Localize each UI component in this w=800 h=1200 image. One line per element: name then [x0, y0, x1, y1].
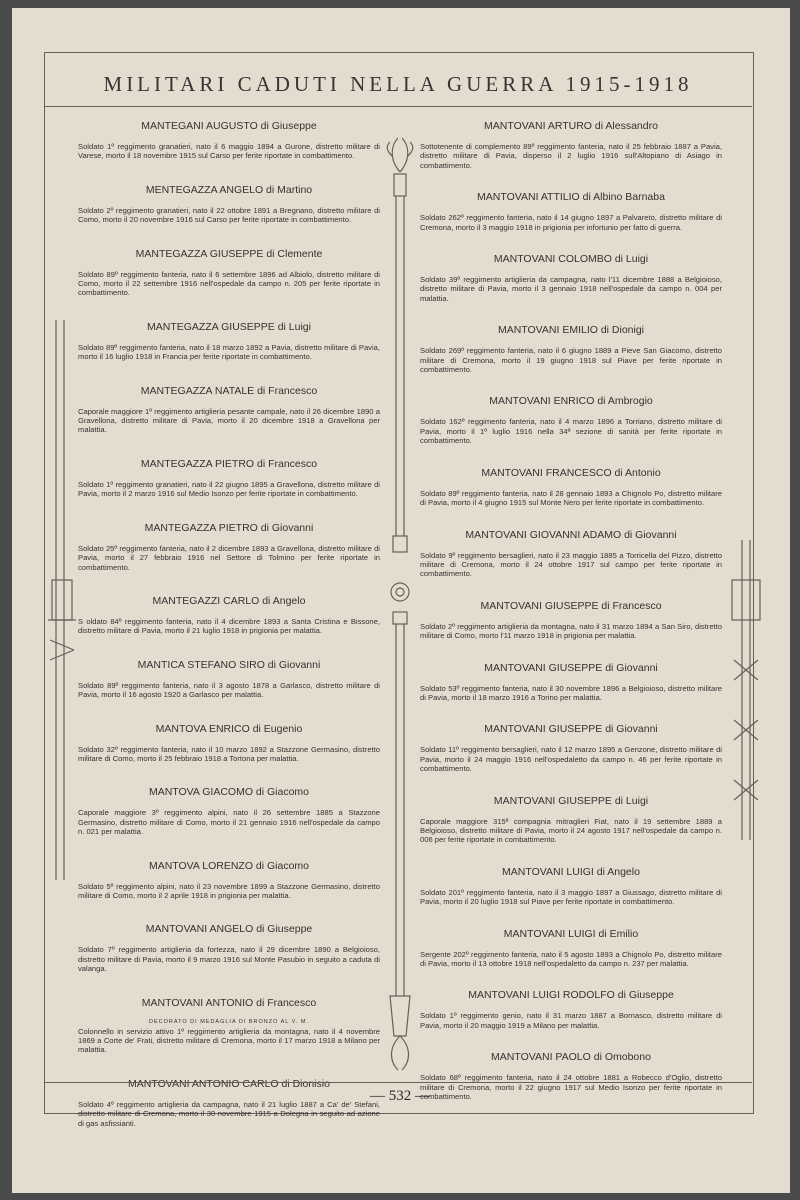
- record-entry: [78, 120, 380, 161]
- record-name: MANTOVANI ATTILIO di Albino Barnaba: [477, 191, 665, 204]
- record-name: MANTOVANI LUIGI di Angelo: [502, 865, 640, 878]
- record-description: Colonnello in servizio attivo 1º reggimento artiglieria da montagna, nato il 4 novembre 1869 a Corte de' Frati, distretto militare di Cremona, morto il 17 marzo 1918 a Milano per malattia.: [78, 1026, 380, 1055]
- record-entry: [78, 248, 380, 298]
- record-entry: [78, 184, 380, 225]
- record-description: Soldato 89º reggimento fanteria, nato il 6 settembre 1896 ad Albiolo, distretto militare di Como, morto il 22 settembre 1916 nell'ospedale da campo n. 205 per ferite riportate in combattimento.: [78, 269, 380, 298]
- record-entry: [420, 600, 722, 641]
- record-description: Soldato 7º reggimento artiglieria da fortezza, nato il 29 dicembre 1890 a Belgioioso, distretto militare di Pavia, morto il 9 marzo 1916 sul Monte Pasubio in seguito a caduta di valanga.: [78, 945, 380, 974]
- record-description: Soldato 68º reggimento fanteria, nato il 24 ottobre 1881 a Robecco d'Oglio, distretto militare di Cremona, morto il 22 giugno 1917 sul Medio Isonzo per ferite riportate in combattimento.: [420, 1073, 722, 1102]
- record-entry: [420, 795, 722, 845]
- record-name: MANTOVANI ENRICO di Ambrogio: [489, 395, 653, 408]
- record-description: Soldato 1º reggimento genio, nato il 31 marzo 1887 a Bornasco, distretto militare di Pavia, morto il 20 maggio 1919 a Milano per malattia.: [420, 1011, 722, 1030]
- record-entry: [420, 989, 722, 1030]
- record-entry: [420, 191, 722, 232]
- record-entry: [78, 786, 380, 836]
- record-description: Soldato 89º reggimento fanteria, nato il 18 marzo 1892 a Pavia, distretto militare di Pavia, morto il 16 luglio 1918 in Francia per ferite riportate in combattimento.: [78, 342, 380, 362]
- record-name: MANTOVANI GIOVANNI ADAMO di Giovanni: [465, 528, 677, 541]
- record-name: MENTEGAZZA ANGELO di Martino: [145, 183, 313, 196]
- record-description: Soldato 9º reggimento bersaglieri, nato il 23 maggio 1885 a Torricella del Pizzo, distretto militare di Cremona, morto il 24 ottobre 1917 sul campo per ferite riportate in combattimento.: [420, 550, 722, 579]
- record-name: MANTOVANI GIUSEPPE di Luigi: [493, 794, 649, 807]
- record-description: Soldato 1º reggimento granatieri, nato il 6 maggio 1894 a Gurone, distretto militare di Varese, morto il 18 novembre 1915 sul Carso per ferite riportate in combattimento.: [78, 142, 380, 161]
- record-description: Soldato 89º reggimento fanteria, nato il 3 agosto 1878 a Garlasco, distretto militare di Pavia, morto il 16 agosto 1920 a Garlasco per malattia.: [78, 680, 380, 700]
- record-name: MANTOVANI ANTONIO CARLO di Dionisio: [128, 1077, 330, 1090]
- record-description: Soldato 2º reggimento granatieri, nato il 22 ottobre 1891 a Bregnano, distretto militare di Como, morto il 20 novembre 1916 sul Carso per ferite riportate in combattimento.: [78, 205, 380, 225]
- left-column: [78, 120, 380, 1151]
- record-name: MANTEGAZZI CARLO di Angelo: [152, 594, 306, 607]
- record-name: MANTOVANI ANTONIO di Francesco: [141, 996, 317, 1009]
- record-name: MANTOVANI ARTURO di Alessandro: [484, 120, 658, 132]
- right-column: [420, 120, 722, 1122]
- record-entry: [78, 723, 380, 764]
- record-description: Soldato 2º reggimento artiglieria da montagna, nato il 31 marzo 1894 a San Siro, distretto militare di Como, morto l'11 marzo 1918 in prigionia per malattia.: [420, 621, 722, 641]
- record-description: Soldato 162º reggimento fanteria, nato il 4 marzo 1896 a Torriano, distretto militare di Pavia, morto il 1º luglio 1916 nella 34ª sezione di sanità per ferite riportate in combattimento.: [420, 417, 722, 446]
- record-decoration: DECORATO DI MEDAGLIA DI BRONZO AL V. M.: [148, 1018, 310, 1025]
- record-name: MANTOVANI LUIGI di Emilio: [503, 927, 639, 940]
- footer-rule: [44, 1082, 752, 1083]
- record-description: Caporale maggiore 315ª compagnia mitraglieri Fiat, nato il 19 settembre 1889 a Belgioioso, distretto militare di Pavia, morto il 24 agosto 1917 nell'ospedale da campo n. 006 per ferite riportate in combattimento.: [420, 816, 722, 845]
- record-description: Soldato 32º reggimento fanteria, nato il 10 marzo 1892 a Stazzone Germasino, distretto militare di Como, morto il 25 febbraio 1918 a Tortona per malattia.: [78, 744, 380, 763]
- record-entry: [420, 253, 722, 303]
- record-entry: [420, 467, 722, 508]
- record-description: Soldato 53º reggimento fanteria, nato il 30 novembre 1896 a Belgioioso, distretto militare di Pavia, morto il 18 marzo 1916 a Torino per malattia.: [420, 683, 722, 702]
- record-description: Soldato 89º reggimento fanteria, nato il 28 gennaio 1893 a Chignolo Po, distretto militare di Pavia, morto il 4 giugno 1915 sul Monte Nero per ferite riportate in combattimento.: [420, 488, 722, 508]
- record-entry: [78, 458, 380, 499]
- record-description: Sergente 202º reggimento fanteria, nato il 5 agosto 1893 a Chignolo Po, distretto militare di Pavia, morto il 13 ottobre 1918 nell'ospedaletto da campo n. 237 per malattia.: [420, 949, 722, 968]
- record-entry: [78, 385, 380, 435]
- record-entry: [78, 860, 380, 901]
- record-description: Caporale maggiore 1º reggimento artiglieria pesante campale, nato il 26 dicembre 1890 a Gravellona, distretto militare di Pavia, morto il 20 dicembre 1918 a Gravellona per malattia.: [78, 406, 380, 435]
- record-entry: [78, 321, 380, 362]
- record-entry: [78, 659, 380, 700]
- record-description: S oldato 84º reggimento fanteria, nato il 4 dicembre 1893 a Santa Cristina e Bissone, distretto militare di Pavia, morto il 21 luglio 1918 in prigionia per malattia.: [78, 616, 380, 636]
- record-entry: [78, 997, 380, 1055]
- record-name: MANTOVA GIACOMO di Giacomo: [148, 786, 310, 799]
- record-name: MANTOVA LORENZO di Giacomo: [148, 859, 310, 872]
- record-description: Soldato 1º reggimento granatieri, nato il 22 giugno 1895 a Gravellona, distretto militare di Pavia, morto il 2 marzo 1916 sul Medio Isonzo per ferite riportate in combattimento.: [78, 479, 380, 499]
- record-entry: [78, 923, 380, 973]
- record-name: MANTICA STEFANO SIRO di Giovanni: [137, 658, 321, 671]
- record-name: MANTOVANI LUIGI RODOLFO di Giuseppe: [468, 989, 674, 1002]
- left-fasces-ornament: [46, 320, 80, 880]
- torch-column-ornament: [380, 136, 420, 1076]
- record-entry: [420, 866, 722, 907]
- record-entry: [420, 723, 722, 773]
- page-title: MILITARI CADUTI NELLA GUERRA 1915-1918: [103, 71, 693, 96]
- record-name: MANTEGAZZA PIETRO di Francesco: [140, 457, 318, 470]
- record-name: MANTEGANI AUGUSTO di Giuseppe: [141, 120, 317, 132]
- record-name: MANTOVANI GIUSEPPE di Giovanni: [484, 723, 658, 736]
- record-entry: [420, 395, 722, 445]
- record-name: MANTOVANI GIUSEPPE di Giovanni: [484, 661, 658, 674]
- record-description: Soldato 262º reggimento fanteria, nato il 14 giugno 1897 a Palvareto, distretto militare di Cremona, morto il 3 maggio 1918 in prigionia per infortunio per fatto di guerra.: [420, 213, 722, 232]
- record-entry: [420, 662, 722, 703]
- record-description: Soldato 201º reggimento fanteria, nato il 3 maggio 1897 a Giussago, distretto militare di Pavia, morto il 20 luglio 1918 sul Piave per ferite riportate in combattimento.: [420, 887, 722, 907]
- record-name: MANTOVANI FRANCESCO di Antonio: [481, 466, 661, 479]
- record-name: MANTOVANI ANGELO di Giuseppe: [145, 923, 313, 936]
- record-description: Soldato 4º reggimento artiglieria da campagna, nato il 21 luglio 1887 a Ca' de' Stefani, distretto militare di Cremona, morto il 30 novembre 1915 a Dolegna in seguito ad azione di gas asfissianti.: [78, 1099, 380, 1128]
- record-description: Soldato 25º reggimento fanteria, nato il 2 dicembre 1893 a Gravellona, distretto militare di Pavia, morto il 27 febbraio 1916 nel Settore di Tolmino per ferite riportate in combattimento.: [78, 543, 380, 572]
- record-name: MANTEGAZZA PIETRO di Giovanni: [144, 521, 314, 534]
- record-description: Soldato 39º reggimento artiglieria da campagna, nato l'11 dicembre 1888 a Belgioioso, distretto militare di Pavia, morto il 3 gennaio 1918 nell'ospedale da campo n. 004 per malattia.: [420, 275, 722, 303]
- header: [44, 62, 752, 107]
- record-name: MANTOVANI GIUSEPPE di Francesco: [480, 599, 662, 612]
- record-description: Soldato 11º reggimento bersaglieri, nato il 12 marzo 1895 a Genzone, distretto militare di Pavia, morto il 24 maggio 1916 nell'ospedaletto da campo n. 46 per ferite riportate in combattimento.: [420, 745, 722, 774]
- record-entry: [420, 120, 722, 170]
- record-entry: [420, 928, 722, 969]
- page-number: — 532 —: [370, 1088, 430, 1104]
- record-name: MANTOVANI COLOMBO di Luigi: [493, 253, 649, 266]
- record-entry: [78, 522, 380, 572]
- record-entry: [78, 595, 380, 636]
- record-name: MANTEGAZZA GIUSEPPE di Luigi: [147, 320, 311, 333]
- record-entry: [420, 324, 722, 374]
- record-description: Caporale maggiore 3º reggimento alpini, nato il 26 settembre 1885 a Stazzone Germasino, distretto militare di Como, morto il 21 gennaio 1916 nell'ospedale da campo n. 021 per malattia.: [78, 808, 380, 837]
- record-description: Soldato 269º reggimento fanteria, nato il 6 giugno 1889 a Pieve San Giacomo, distretto militare di Cremona, morto il 19 giugno 1918 sul Piave per ferite riportate in combattimento.: [420, 346, 722, 375]
- record-name: MANTEGAZZA GIUSEPPE di Clemente: [135, 247, 323, 260]
- record-name: MANTOVA ENRICO di Eugenio: [155, 722, 303, 735]
- record-description: Soldato 5º reggimento alpini, nato il 23 novembre 1899 a Stazzone Germasino, distretto militare di Como, morto il 2 aprile 1918 in prigionia per malattia.: [78, 881, 380, 900]
- record-description: Sottotenente di complemento 89º reggimento fanteria, nato il 25 febbraio 1887 a Pavia, distretto militare di Pavia, disperso il 2 luglio 1916 sull'Altopiano di Asiago in combattimento.: [420, 142, 722, 170]
- record-name: MANTOVANI EMILIO di Dionigi: [497, 324, 645, 337]
- record-entry: [420, 529, 722, 579]
- record-name: MANTEGAZZA NATALE di Francesco: [140, 384, 318, 397]
- record-name: MANTOVANI PAOLO di Omobono: [491, 1051, 651, 1064]
- right-fasces-ornament: [724, 540, 764, 840]
